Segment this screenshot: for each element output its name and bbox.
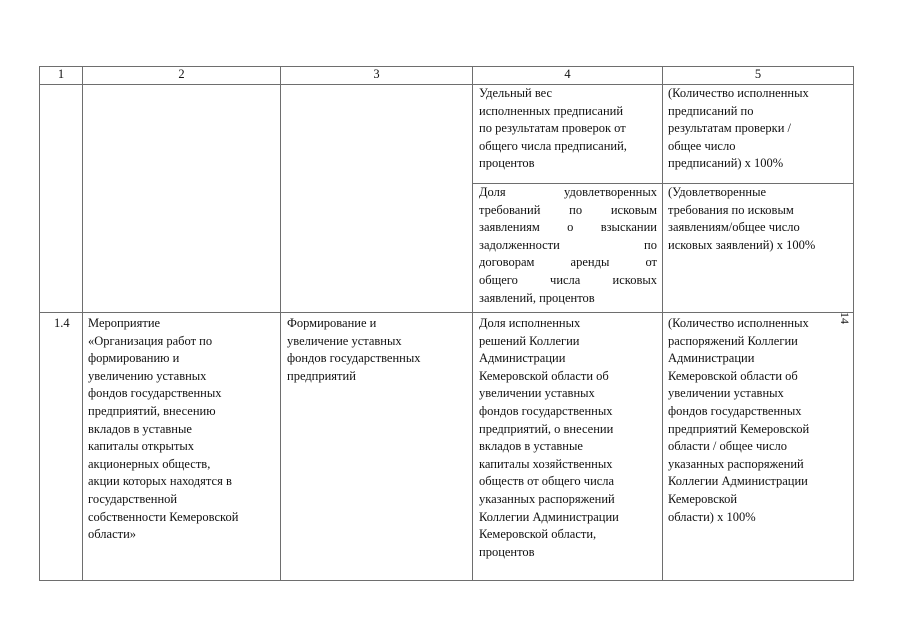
- text-line: исполненных предписаний: [479, 103, 624, 118]
- text-line: области / общее число: [668, 439, 787, 454]
- text-line: (Удовлетворенные: [668, 185, 767, 199]
- text-line: собственности Кемеровской: [88, 509, 239, 524]
- row-1-4-formula-text: [668, 315, 850, 526]
- text-line: требований по исковым: [479, 202, 657, 217]
- text-line: указанных распоряжений: [668, 456, 804, 471]
- text-line: предприятий, о внесении: [479, 421, 614, 436]
- header-col-5: 5: [754, 67, 762, 81]
- row-b-formula-text: [668, 184, 850, 254]
- text-line: (Количество исполненных: [668, 316, 809, 330]
- text-line: Коллегии Администрации: [479, 509, 619, 524]
- text-line: обществ от общего числа: [479, 474, 615, 489]
- text-line: Удельный вес: [479, 86, 553, 100]
- header-col-4: 4: [564, 67, 571, 81]
- text-line: Мероприятие: [88, 316, 161, 330]
- row-1-4-result-text: [287, 315, 469, 385]
- column-divider-2: [280, 66, 281, 581]
- text-line: капиталы хозяйственных: [479, 456, 613, 471]
- text-line: Кемеровской: [668, 491, 738, 506]
- column-divider-3: [472, 66, 473, 581]
- text-line: вкладов в уставные: [88, 421, 192, 436]
- text-line: увеличение уставных: [287, 333, 402, 348]
- text-line: распоряжений Коллегии: [668, 333, 798, 348]
- text-line: заявлениям/общее число: [668, 220, 800, 235]
- page-number: 14: [838, 312, 852, 324]
- text-line: фондов государственных: [88, 386, 222, 401]
- text-line: указанных распоряжений: [479, 491, 615, 506]
- text-line: Доля удовлетворенных: [479, 185, 657, 199]
- text-line: увеличению уставных: [88, 368, 207, 383]
- text-line: «Организация работ по: [88, 333, 213, 348]
- row-1-4-activity-text: [88, 315, 276, 544]
- text-line: Коллегии Администрации: [668, 474, 808, 489]
- text-line: требования по исковым: [668, 202, 794, 217]
- row-a-formula-text: [668, 85, 850, 173]
- text-line: процентов: [479, 156, 535, 171]
- text-line: предприятий Кемеровской: [668, 421, 810, 436]
- text-line: результатам проверки /: [668, 121, 792, 136]
- text-line: формированию и: [88, 351, 180, 366]
- column-divider-4: [662, 66, 663, 581]
- text-line: исковых заявлений) х 100%: [668, 237, 816, 252]
- text-line: увеличении уставных: [479, 386, 595, 401]
- text-line: Формирование и: [287, 316, 377, 330]
- text-line: предписаний) х 100%: [668, 156, 784, 171]
- text-line: Кемеровской области об: [479, 368, 609, 383]
- text-line: (Количество исполненных: [668, 86, 809, 100]
- table-border-left: [39, 66, 40, 581]
- text-line: акционерных обществ,: [88, 456, 211, 471]
- table-border-bottom: [39, 580, 854, 581]
- table-border-right: [853, 66, 854, 581]
- row-b-indicator-text: [479, 184, 657, 307]
- header-col-3: 3: [373, 67, 380, 81]
- text-line: общее число: [668, 138, 736, 153]
- text-line: Кемеровской области,: [479, 527, 597, 542]
- text-line: фондов государственных: [668, 403, 802, 418]
- text-line: вкладов в уставные: [479, 439, 583, 454]
- text-line: договорам аренды от: [479, 255, 657, 270]
- text-line: области»: [88, 527, 137, 542]
- row-a-indicator-text: [479, 85, 657, 173]
- row-1-4-indicator-text: [479, 315, 659, 561]
- text-line: области) х 100%: [668, 509, 756, 524]
- text-line: фондов государственных: [479, 403, 613, 418]
- row-divider-1-4: [39, 312, 854, 313]
- text-line: предписаний по: [668, 103, 754, 118]
- text-line: Администрации: [668, 351, 755, 366]
- text-line: Кемеровской области об: [668, 368, 798, 383]
- text-line: решений Коллегии: [479, 333, 580, 348]
- text-line: Администрации: [479, 351, 566, 366]
- text-line: увеличении уставных: [668, 386, 784, 401]
- text-line: государственной: [88, 491, 178, 506]
- text-line: заявлениям о взыскании: [479, 220, 657, 235]
- text-line: по результатам проверок от: [479, 121, 626, 136]
- text-line: акции которых находятся в: [88, 474, 232, 489]
- text-line: процентов: [479, 544, 535, 559]
- text-line: заявлений, процентов: [479, 290, 595, 305]
- text-line: предприятий, внесению: [88, 403, 216, 418]
- column-divider-1: [82, 66, 83, 581]
- text-line: общего числа исковых: [479, 272, 657, 287]
- row-1-4-number: 1.4: [54, 316, 70, 330]
- text-line: предприятий: [287, 368, 356, 383]
- text-line: общего числа предписаний,: [479, 138, 627, 153]
- header-col-2: 2: [178, 67, 185, 81]
- header-col-1: 1: [57, 67, 65, 81]
- text-line: капиталы открытых: [88, 439, 195, 454]
- text-line: фондов государственных: [287, 351, 421, 366]
- text-line: задолженности по: [479, 237, 657, 252]
- text-line: Доля исполненных: [479, 316, 581, 330]
